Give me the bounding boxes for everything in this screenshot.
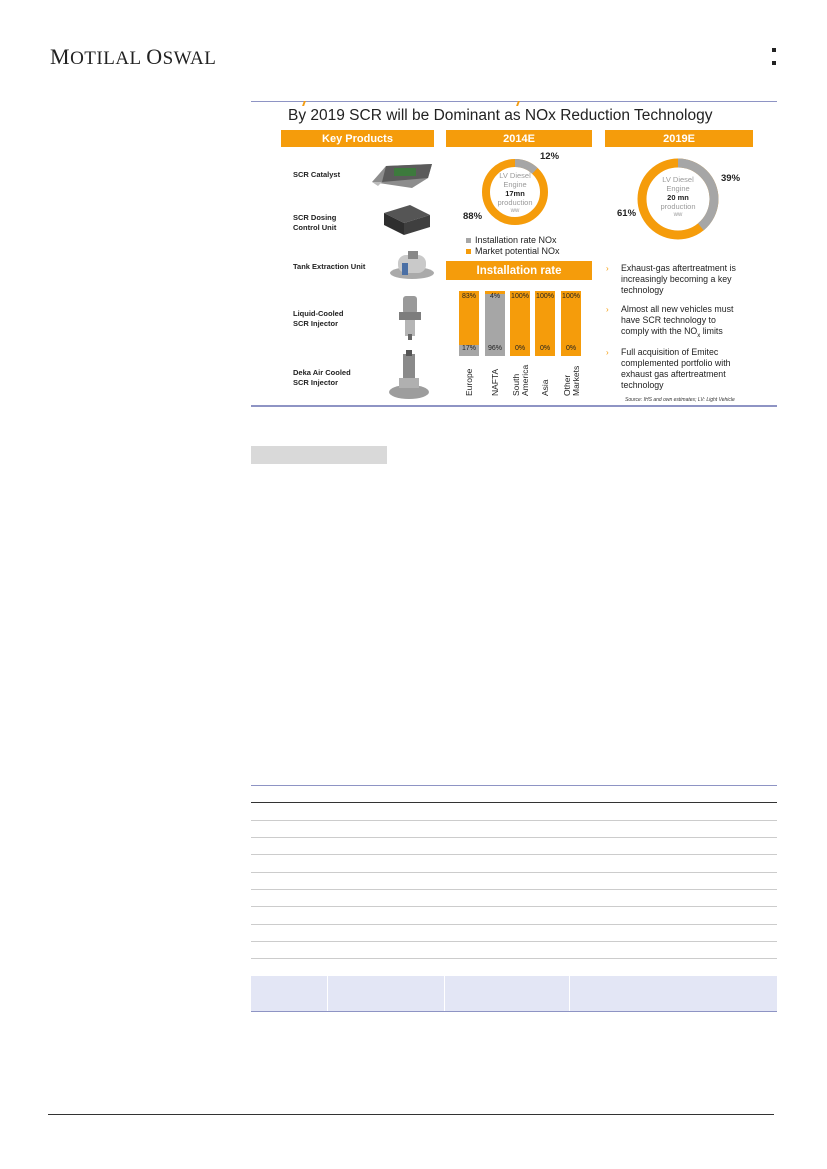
footer-rule <box>48 1114 774 1115</box>
category-label: Asia <box>540 379 550 396</box>
table-row-rule <box>251 872 777 873</box>
product-label: SCR Dosing Control Unit <box>293 213 337 232</box>
legend-install: Installation rate NOx <box>466 235 557 245</box>
bullet-arrow-icon: › <box>606 348 609 357</box>
corner-dot <box>772 61 776 65</box>
scr-catalyst-image <box>368 160 436 190</box>
bar-label-install: 0% <box>565 345 577 352</box>
bar-label-potential: 100% <box>536 293 554 300</box>
table-row-rule <box>251 837 777 838</box>
corner-dot <box>772 48 776 52</box>
bar-other-markets <box>561 291 581 356</box>
bullet-item: › Exhaust-gas aftertreatment is increasingly becoming a key technology <box>606 263 736 295</box>
table-col-divider <box>444 976 445 1011</box>
air-cooled-injector-image <box>386 350 432 402</box>
bullet-arrow-icon: › <box>606 264 609 273</box>
liquid-cooled-injector-image <box>393 294 427 342</box>
title-tick <box>516 101 520 106</box>
header-2014e: 2014E <box>446 130 592 147</box>
table-summary-block <box>251 976 777 1011</box>
table-bottom-rule <box>251 1011 777 1012</box>
donut-2014-install-label: 12% <box>540 151 560 162</box>
category-label: NAFTA <box>490 368 500 396</box>
bar-nafta <box>485 291 505 356</box>
table-col-divider <box>327 976 328 1011</box>
category-label: Europe <box>464 368 474 396</box>
exhibit-title: By 2019 SCR will be Dominant as NOx Reduction Technology <box>288 107 713 124</box>
bar-south-america <box>510 291 530 356</box>
table-header-rule <box>251 802 777 803</box>
dosing-control-unit-image <box>380 203 432 237</box>
exhibit-bottom-rule <box>251 405 777 407</box>
bar-label-potential: 100% <box>511 293 529 300</box>
table-row-rule <box>251 820 777 821</box>
table-row-rule <box>251 889 777 890</box>
category-label: South America <box>511 364 530 396</box>
bar-europe <box>459 291 479 356</box>
legend-swatch-orange <box>466 249 471 254</box>
category-label: Other Markets <box>562 365 581 396</box>
bullet-arrow-icon: › <box>606 305 609 314</box>
table-row-rule <box>251 958 777 959</box>
bar-label-potential: 83% <box>461 293 476 300</box>
brand-logo: MOTILAL OSWAL <box>50 44 217 69</box>
bar-label-potential: 100% <box>562 293 580 300</box>
header-2019e: 2019E <box>605 130 753 147</box>
section-heading-bar <box>251 446 387 464</box>
product-label: Tank Extraction Unit <box>293 262 366 271</box>
installation-rate-header: Installation rate <box>446 261 592 280</box>
table-row-rule <box>251 924 777 925</box>
title-tick <box>302 101 306 106</box>
donut-2014-potential-label: 88% <box>463 211 483 222</box>
bar-label-install: 0% <box>514 345 526 352</box>
product-label: Deka Air Cooled SCR Injector <box>293 368 351 387</box>
bar-label-install: 17% <box>461 345 476 352</box>
product-label: SCR Catalyst <box>293 170 341 179</box>
product-label: Liquid-Cooled SCR Injector <box>293 309 344 328</box>
bar-label-install: 0% <box>539 345 551 352</box>
table-col-divider <box>569 976 570 1011</box>
table-row-rule <box>251 941 777 942</box>
tank-extraction-unit-image <box>388 249 436 281</box>
bullet-item: › Almost all new vehicles must have SCR technology to comply with the $NO_x$ limits <box>606 304 734 339</box>
exhibit-top-rule <box>251 101 777 102</box>
legend-swatch-grey <box>466 238 471 243</box>
donut-2014-center: LV Diesel Engine 17mn production ww <box>497 171 533 214</box>
table-row-rule <box>251 854 777 855</box>
bar-label-install: 96% <box>487 345 502 352</box>
bar-label-potential: 4% <box>489 293 501 300</box>
source-note: Source: IHS and own estimates; LV: Light Vehicle <box>625 397 735 403</box>
bullet-item: › Full acquisition of Emitec complemented portfolio with exhaust gas aftertreatment technology <box>606 347 731 390</box>
donut-2019-install-label: 39% <box>721 173 741 184</box>
legend-potential: Market potential NOx <box>466 246 560 256</box>
table-top-rule <box>251 785 777 786</box>
key-products-header: Key Products <box>281 130 434 147</box>
donut-2019-potential-label: 61% <box>617 208 637 219</box>
bar-asia <box>535 291 555 356</box>
table-row-rule <box>251 906 777 907</box>
donut-2019-center: LV Diesel Engine 20 mn production ww <box>660 175 696 218</box>
